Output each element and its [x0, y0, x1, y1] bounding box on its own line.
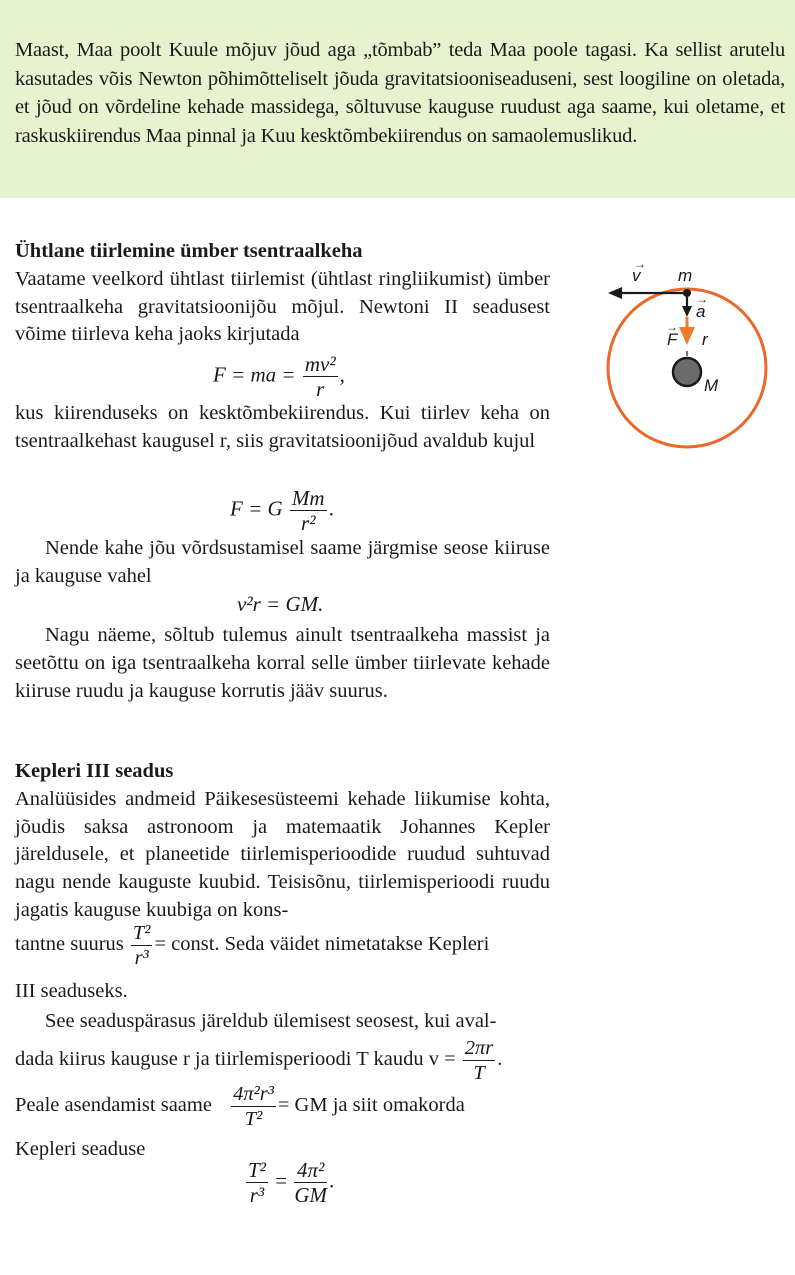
vector-mark-a: → — [696, 292, 708, 306]
fraction-4pi2r3-T2 — [231, 1082, 276, 1131]
fraction-numerator: 4π²r³ — [233, 1083, 274, 1105]
paragraph: Analüüsides andmeid Päikesesüsteemi kehade liikumise kohta, jõudis saksa astronoom ja matemaatik Johannes Kepler järeldusele, et planeetide tiirlemisperioodide ruudud suhtuvad nagu nende kauguste kuubid. Teisisõnu, tiirlemisperioodi ruudu jagatis kauguse kuubiga on kons- — [15, 787, 550, 921]
force-arrowhead-icon — [679, 327, 695, 345]
fraction-numerator: T² — [248, 1158, 266, 1182]
equation-newton-second-law — [213, 352, 345, 401]
section-kepler-third-law — [15, 758, 550, 925]
orbiting-mass-dot — [683, 289, 691, 297]
label-r: r — [702, 330, 708, 349]
text-span: = const. Seda väidet nimetatakse Kepleri — [154, 933, 490, 956]
text-span: tantne suurus — [15, 933, 124, 956]
fraction-denominator: r — [316, 377, 325, 401]
label-a: a — [696, 302, 706, 321]
equation-gravity-law — [230, 486, 334, 535]
kepler-const-line — [15, 921, 489, 970]
equation-lhs: F = ma = — [213, 362, 296, 387]
fraction-numerator: Mm — [291, 486, 325, 510]
derivation-line-3 — [15, 1082, 465, 1131]
vector-mark-F: → — [666, 320, 678, 334]
fraction-denominator: r³ — [249, 1183, 265, 1207]
velocity-arrowhead-icon — [608, 287, 622, 299]
fraction-2pir-T — [463, 1036, 496, 1085]
fraction-denominator: T² — [244, 1108, 263, 1130]
paragraph: Nagu näeme, sõltub tulemus ainult tsentraalkeha massist ja seetõttu on iga tsentraalkeha korral selle ümber tiirlevate kehade kiiruse ruudu ja kauguse korrutis jääv suurus. — [15, 624, 550, 702]
section-heading-uniform-orbit: Ühtlane tiirlemine ümber tsentraalkeha — [15, 240, 363, 262]
section-uniform-orbit-cont — [15, 400, 550, 456]
fraction-denominator: r³ — [134, 947, 149, 969]
equation-punct: , — [339, 362, 345, 387]
equation-punct: . — [328, 496, 334, 521]
section-uniform-orbit-cont2 — [15, 535, 550, 591]
fraction-numerator: mv² — [304, 352, 336, 376]
equation-v2r-gm: v²r = GM. — [237, 592, 324, 616]
fraction-left — [246, 1158, 268, 1207]
paragraph: Nende kahe jõu võrdsustamisel saame järgmise seose kiiruse ja kauguse vahel — [15, 537, 550, 587]
vector-mark-v: → — [634, 257, 646, 271]
fraction-t2-r3 — [131, 921, 153, 970]
label-F: F — [667, 330, 678, 349]
label-v: v — [632, 266, 641, 285]
equals-sign: = — [275, 1168, 288, 1193]
central-body — [673, 358, 701, 386]
equation-punct: . — [329, 1168, 335, 1193]
intro-highlight-box — [0, 0, 795, 198]
fraction — [290, 486, 327, 535]
fraction-numerator: T² — [132, 922, 151, 944]
text-span: dada kiirus kauguse r ja tiirlemisperioodi T kaudu v = — [15, 1048, 456, 1071]
text-span: = GM ja siit omakorda — [277, 1094, 465, 1117]
fraction-right — [294, 1158, 327, 1207]
section-uniform-orbit — [15, 238, 550, 349]
derivation-line-4: Kepleri seaduse — [15, 1138, 146, 1160]
text-span: . — [497, 1048, 503, 1071]
fraction-numerator: 2πr — [464, 1037, 494, 1059]
paragraph: Vaatame veelkord ühtlast tiirlemist (ühtlast ringliikumist) ümber tsentraalkeha gravitatsioonijõu mõjul. Newtoni II seadusest võime tiirleva keha jaoks kirjutada — [15, 267, 550, 346]
equation-lhs: F = G — [230, 496, 283, 521]
fraction-denominator: T — [473, 1062, 485, 1084]
fraction-denominator: GM — [294, 1183, 327, 1207]
section-heading-kepler: Kepleri III seadus — [15, 760, 174, 782]
text-span: Peale asendamist saame — [15, 1094, 212, 1117]
kepler-law-name-line: III seaduseks. — [15, 980, 128, 1002]
label-M: M — [704, 376, 719, 395]
fraction — [303, 352, 338, 401]
label-m: m — [678, 266, 693, 285]
intro-paragraph: Maast, Maa poolt Kuule mõjuv jõud aga „tõmbab” teda Maa poole tagasi. Ka sellist arutelu kasutades võis Newton põhimõtteliselt jõuda gravitatsiooniseaduseni, sest loogiline on oletada, et jõud on võrdeline kehade massidega, sõltuvuse kauguse ruudust aga saame, kui oletame, et raskuskiirendus Maa pinnal ja Kuu kesktõmbekiirendus on samaolemuslikud. — [15, 39, 785, 147]
acceleration-arrowhead-icon — [682, 306, 692, 317]
fraction-numerator: 4π² — [294, 1158, 327, 1183]
orbit-diagram — [590, 255, 790, 460]
derivation-line-1: See seaduspärasus järeldub ülemisest seosest, kui aval- — [45, 1010, 497, 1032]
equation-kepler-third-law — [244, 1158, 334, 1207]
derivation-line-2 — [15, 1036, 502, 1085]
section-uniform-orbit-cont3 — [15, 622, 550, 705]
paragraph: kus kiirenduseks on kesktõmbekiirendus. Kui tiirlev keha on tsentraalkehast kaugusel r, siis gravitatsioonijõud avaldub kujul — [15, 402, 550, 452]
fraction-denominator: r² — [301, 511, 316, 535]
